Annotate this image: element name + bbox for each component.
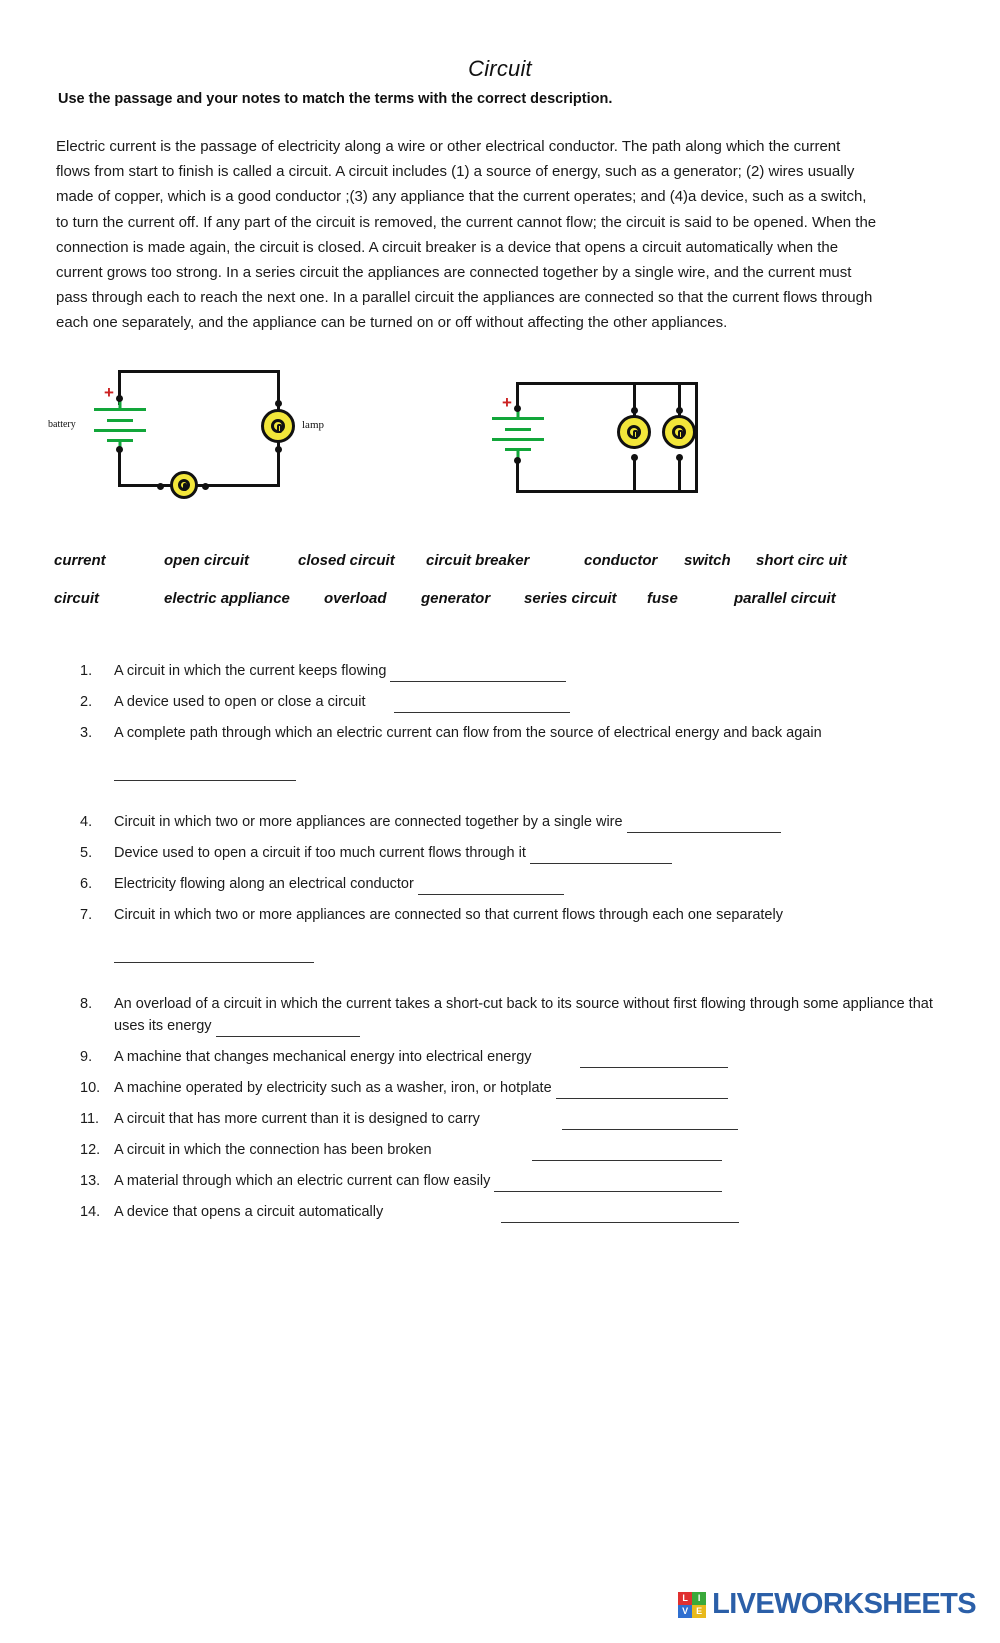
lamp-symbol-parallel-2 (662, 415, 696, 449)
lamp-label: lamp (302, 419, 324, 431)
word-bank-term[interactable]: conductor (584, 552, 658, 569)
question-item (80, 1170, 940, 1192)
question-text: Electricity flowing along an electrical conductor (114, 876, 414, 892)
answer-blank[interactable] (114, 961, 314, 963)
word-bank-term[interactable]: electric appliance (164, 590, 290, 607)
answer-blank[interactable] (216, 1021, 360, 1037)
question-item (80, 1139, 940, 1161)
question-text-wrap (114, 691, 940, 713)
question-item (80, 1108, 940, 1130)
page-title: Circuit (468, 56, 532, 81)
circuit-diagrams (0, 362, 1000, 512)
question-item (80, 873, 940, 895)
question-text: Circuit in which two or more appliances are connected so that current flows through each one separately (114, 907, 783, 923)
word-bank (54, 552, 944, 628)
question-text: A device that opens a circuit automatically (114, 1204, 384, 1220)
answer-blank[interactable] (114, 779, 296, 781)
parallel-circuit-diagram (500, 362, 730, 502)
badge-letter-l: L (678, 1592, 692, 1605)
wire-top-parallel (516, 382, 698, 385)
word-bank-term[interactable]: current (54, 552, 106, 569)
question-text-wrap (114, 993, 940, 1037)
series-circuit-diagram (48, 362, 324, 502)
question-number: 1. (80, 663, 93, 679)
node-branch1-top (631, 407, 638, 414)
question-number: 5. (80, 845, 93, 861)
question-number: 13. (80, 1173, 101, 1189)
answer-blank[interactable] (556, 1083, 728, 1099)
question-item (80, 904, 940, 926)
live-badge-icon (678, 1592, 706, 1618)
word-bank-term[interactable]: generator (421, 590, 491, 607)
question-number: 2. (80, 694, 93, 710)
question-text: A device used to open or close a circuit (114, 694, 366, 710)
question-item (80, 1046, 940, 1068)
question-text-wrap (114, 1108, 940, 1130)
node-battery-top (116, 395, 123, 402)
word-bank-term[interactable]: series circuit (524, 590, 617, 607)
question-number: 9. (80, 1049, 93, 1065)
word-bank-term[interactable]: parallel circuit (734, 590, 836, 607)
question-number: 12. (80, 1142, 101, 1158)
question-text: A machine operated by electricity such as a washer, iron, or hotplate (114, 1080, 552, 1096)
word-bank-term[interactable]: overload (324, 590, 387, 607)
node-branch1-bottom (631, 454, 638, 461)
word-bank-term[interactable]: switch (684, 552, 731, 569)
question-text-wrap (114, 660, 940, 682)
node-battery-top-parallel (514, 405, 521, 412)
question-item (80, 691, 940, 713)
battery-label: battery (48, 419, 76, 430)
question-number: 7. (80, 907, 93, 923)
lamp-symbol-series (261, 409, 295, 443)
battery-plus-sign-parallel: + (502, 393, 512, 412)
question-number: 3. (80, 725, 93, 741)
wire-left-parallel-lower (516, 459, 519, 493)
node-lamp-top (275, 400, 282, 407)
word-bank-term[interactable]: circuit (54, 590, 100, 607)
passage-text: Electric current is the passage of electricity along a wire or other electrical conductor. The path along which the current flows from start to finish is called a circuit. A circuit includes (1) a source of energy, such as a generator; (2) wires usually made of copper, which is a good conductor ;(3) any appliance that the current operates; and (4)a device, such as a switch, to turn the current off. If any part of the circuit is removed, the current cannot flow; the circuit is said to be opened. When the connection is made again, the circuit is closed. A circuit breaker is a device that opens a circuit automatically when the current grows too strong. In a series circuit the appliances are connected together by a single wire, and the current must pass through each to reach the next one. In a parallel circuit the appliances are connected so that the current flows through each one separately, and the appliance can be turned on or off without affecting the other appliances. (56, 138, 877, 332)
badge-letter-e: E (692, 1605, 706, 1618)
liveworksheets-logo[interactable] (678, 1588, 976, 1621)
brand-name: LIVEWORKSHEETS (712, 1588, 976, 1620)
question-number: 6. (80, 876, 93, 892)
question-text-wrap (114, 873, 940, 895)
question-item (80, 1201, 940, 1223)
question-number: 14. (80, 1204, 101, 1220)
battery-symbol-parallel (492, 407, 544, 461)
question-item (80, 811, 940, 833)
wire-branch2-lower (678, 457, 681, 493)
question-item (80, 993, 940, 1037)
word-bank-term[interactable]: short circ uit (756, 552, 847, 569)
word-bank-term[interactable]: fuse (647, 590, 678, 607)
answer-blank[interactable] (390, 666, 566, 682)
question-number: 4. (80, 814, 93, 830)
answer-blank[interactable] (501, 1207, 739, 1223)
question-text: Circuit in which two or more appliances are connected together by a single wire (114, 814, 623, 830)
question-text-wrap (114, 842, 940, 864)
question-list (80, 660, 940, 1232)
question-item (80, 1077, 940, 1099)
question-text: A circuit in which the connection has been broken (114, 1142, 432, 1158)
wire-bottom (118, 484, 280, 487)
node-switch-left (157, 483, 164, 490)
question-item (80, 722, 940, 744)
question-text: A machine that changes mechanical energy into electrical energy (114, 1049, 532, 1065)
answer-blank[interactable] (562, 1114, 738, 1130)
question-text: A complete path through which an electric current can flow from the source of electrical energy and back again (114, 725, 822, 741)
question-item (80, 660, 940, 682)
answer-blank[interactable] (627, 817, 781, 833)
word-bank-row-2 (54, 590, 944, 628)
answer-blank[interactable] (532, 1145, 722, 1161)
battery-plus-sign: + (104, 383, 114, 402)
lamp-symbol-parallel-1 (617, 415, 651, 449)
badge-letter-i: I (692, 1592, 706, 1605)
word-bank-term[interactable]: circuit breaker (426, 552, 530, 569)
node-battery-bottom-parallel (514, 457, 521, 464)
question-text-wrap (114, 1046, 940, 1068)
question-text-wrap (114, 1077, 940, 1099)
word-bank-term[interactable]: open circuit (164, 552, 250, 569)
question-text-wrap (114, 811, 940, 833)
question-text: A material through which an electric current can flow easily (114, 1173, 491, 1189)
question-text: An overload of a circuit in which the current takes a short-cut back to its source without first flowing through some appliance that uses its energy (114, 996, 933, 1034)
answer-blank[interactable] (418, 879, 564, 895)
question-item (80, 842, 940, 864)
instruction-text: Use the passage and your notes to match the terms with the correct description. (58, 91, 613, 107)
question-text: Device used to open a circuit if too much current flows through it (114, 845, 526, 861)
node-branch2-top (676, 407, 683, 414)
question-text-wrap (114, 1170, 940, 1192)
question-text: A circuit in which the current keeps flowing (114, 663, 387, 679)
question-text-wrap (114, 1139, 940, 1161)
answer-blank[interactable] (530, 848, 672, 864)
word-bank-row-1 (54, 552, 944, 590)
question-text-wrap (114, 1201, 940, 1223)
answer-blank[interactable] (394, 697, 570, 713)
badge-letter-v: V (678, 1605, 692, 1618)
word-bank-term[interactable]: closed circuit (298, 552, 395, 569)
question-text: A circuit that has more current than it is designed to carry (114, 1111, 480, 1127)
wire-top (118, 370, 280, 373)
wire-branch1-lower (633, 457, 636, 493)
question-number: 8. (80, 996, 93, 1012)
node-branch2-bottom (676, 454, 683, 461)
battery-symbol (94, 398, 146, 452)
question-number: 10. (80, 1080, 101, 1096)
answer-blank[interactable] (494, 1176, 722, 1192)
node-lamp-bottom (275, 446, 282, 453)
wire-bottom-parallel (516, 490, 698, 493)
node-switch-right (202, 483, 209, 490)
node-battery-bottom (116, 446, 123, 453)
wire-left-lower (118, 447, 121, 487)
wire-right-parallel (695, 382, 698, 493)
question-number: 11. (80, 1111, 100, 1127)
answer-blank[interactable] (580, 1052, 728, 1068)
switch-symbol-series (170, 471, 198, 499)
